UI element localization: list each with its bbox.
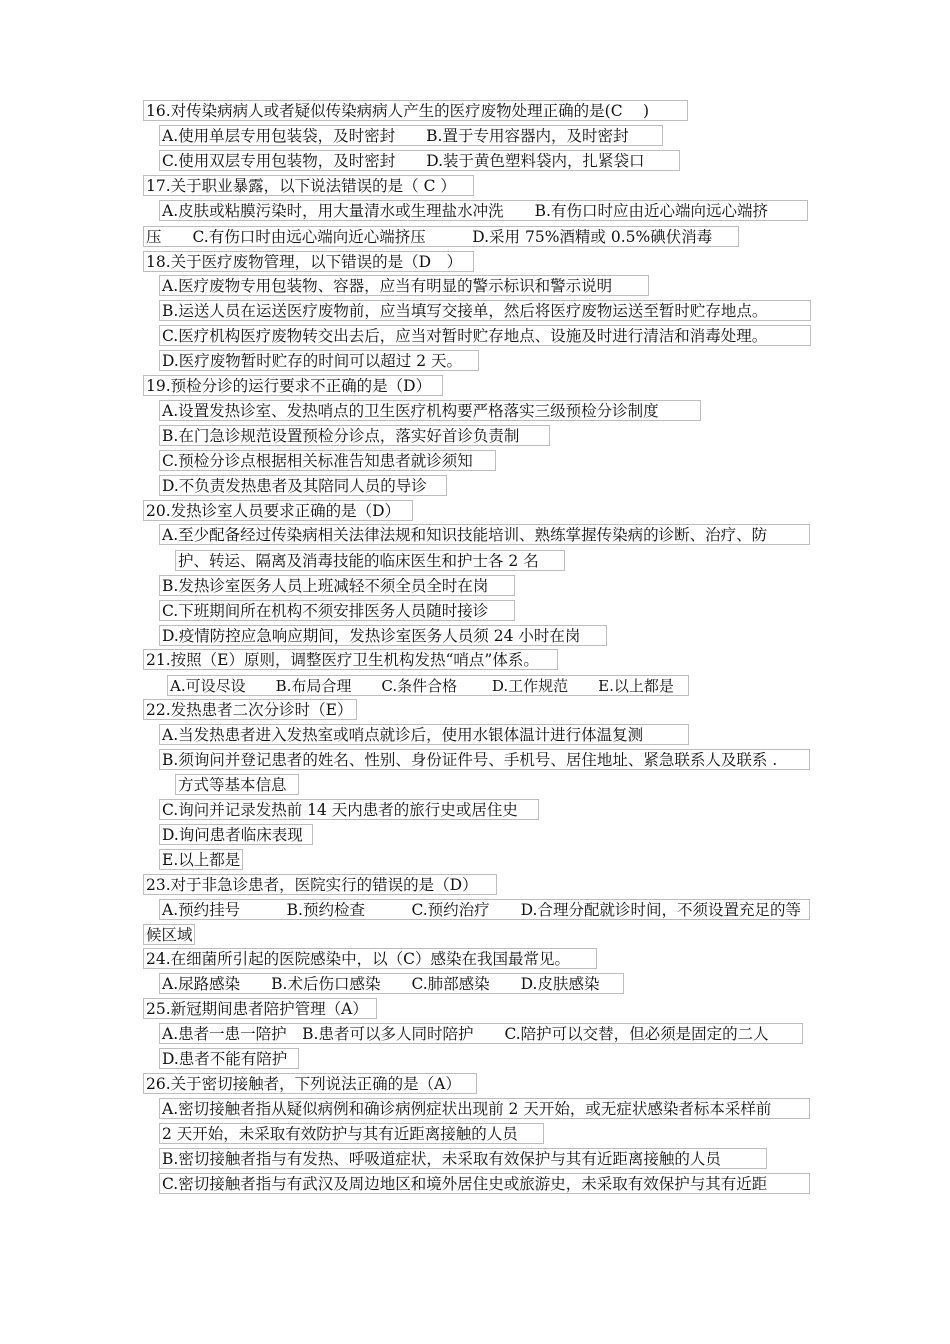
options-16-cd: C.使用双层专用包装物，及时密封 D.装于黄色塑料袋内，扎紧袋口 bbox=[159, 150, 680, 171]
question-24: 24.在细菌所引起的医院感染中，以（C）感染在我国最常见。 bbox=[143, 948, 597, 969]
options-24: A.尿路感染 B.术后伤口感染 C.肺部感染 D.皮肤感染 bbox=[159, 973, 624, 994]
option-22-b-cont: 方式等基本信息 bbox=[175, 774, 299, 795]
question-20: 20.发热诊室人员要求正确的是（D） bbox=[143, 500, 413, 521]
options-17-ab: A.皮肤或粘膜污染时，用大量清水或生理盐水冲洗 B.有伤口时应由近心端向远心端挤 bbox=[159, 200, 808, 221]
option-22-d: D.询问患者临床表现 bbox=[159, 824, 313, 845]
option-19-c: C.预检分诊点根据相关标准告知患者就诊须知 bbox=[159, 450, 496, 471]
option-22-c: C.询问并记录发热前 14 天内患者的旅行史或居住史 bbox=[159, 799, 539, 820]
option-26-a: A.密切接触者指从疑似病例和确诊病例症状出现前 2 天开始，或无症状感染者标本采样前 bbox=[159, 1098, 810, 1119]
option-22-a: A.当发热患者进入发热室或哨点就诊后，使用水银体温计进行体温复测 bbox=[159, 724, 689, 745]
options-21: A.可设尽设 B.布局合理 C.条件合格 D.工作规范 E.以上都是 bbox=[167, 675, 689, 696]
option-26-c: C.密切接触者指与有武汉及周边地区和境外居住史或旅游史，未采取有效保护与其有近距 bbox=[159, 1173, 810, 1194]
option-25-d: D.患者不能有陪护 bbox=[159, 1048, 299, 1069]
option-22-b: B.须询问并登记患者的姓名、性别、身份证件号、手机号、居住地址、紧急联系人及联系 . bbox=[159, 749, 810, 770]
question-26: 26.关于密切接触者，下列说法正确的是（A） bbox=[143, 1073, 477, 1094]
option-18-a: A.医疗废物专用包装物、容器，应当有明显的警示标识和警示说明 bbox=[159, 275, 649, 296]
option-20-b: B.发热诊室医务人员上班减轻不须全员全时在岗 bbox=[159, 575, 515, 596]
options-23: A.预约挂号 B.预约检查 C.预约治疗 D.合理分配就诊时间，不须设置充足的等 bbox=[159, 899, 810, 920]
options-16-ab: A.使用单层专用包装袋，及时密封 B.置于专用容器内，及时密封 bbox=[159, 125, 663, 146]
question-17: 17.关于职业暴露，以下说法错误的是（ C ） bbox=[143, 175, 474, 196]
option-18-c: C.医疗机构医疗废物转交出去后，应当对暂时贮存地点、设施及时进行清洁和消毒处理。 bbox=[159, 325, 811, 346]
question-22: 22.发热患者二次分诊时（E） bbox=[143, 699, 357, 720]
option-19-d: D.不负责发热患者及其陪同人员的导诊 bbox=[159, 475, 447, 496]
options-17-cd: 压 C.有伤口时由远心端向近心端挤压 D.采用 75%酒精或 0.5%碘伏消毒 bbox=[143, 226, 739, 247]
option-19-a: A.设置发热诊室、发热哨点的卫生医疗机构要严格落实三级预检分诊制度 bbox=[159, 400, 701, 421]
option-20-c: C.下班期间所在机构不须安排医务人员随时接诊 bbox=[159, 600, 515, 621]
option-19-b: B.在门急诊规范设置预检分诊点，落实好首诊负责制 bbox=[159, 425, 550, 446]
question-16: 16.对传染病病人或者疑似传染病病人产生的医疗废物处理正确的是(C ) bbox=[143, 100, 688, 121]
question-25: 25.新冠期间患者陪护管理（A） bbox=[143, 998, 377, 1019]
option-26-b: B.密切接触者指与有发热、呼吸道症状，未采取有效保护与其有近距离接触的人员 bbox=[159, 1148, 767, 1169]
option-22-e: E.以上都是 bbox=[159, 849, 243, 870]
option-20-a-cont: 护、转运、隔离及消毒技能的临床医生和护士各 2 名 bbox=[175, 550, 565, 571]
question-18: 18.关于医疗废物管理，以下错误的是（D ） bbox=[143, 251, 474, 272]
option-20-a: A.至少配备经过传染病相关法律法规和知识技能培训、熟练掌握传染病的诊断、治疗、防 bbox=[159, 524, 810, 545]
options-25-abc: A.患者一患一陪护 B.患者可以多人同时陪护 C.陪护可以交替，但必须是固定的二人 bbox=[159, 1023, 803, 1044]
option-18-b: B.运送人员在运送医疗废物前，应当填写交接单，然后将医疗废物运送至暂时贮存地点。 bbox=[159, 300, 811, 321]
options-23-cont: 候区域 bbox=[143, 924, 195, 945]
option-18-d: D.医疗废物暂时贮存的时间可以超过 2 天。 bbox=[159, 350, 479, 371]
option-26-a-cont: 2 天开始，未采取有效防护与其有近距离接触的人员 bbox=[159, 1123, 544, 1144]
question-19: 19.预检分诊的运行要求不正确的是（D） bbox=[143, 375, 443, 396]
option-20-d: D.疫情防控应急响应期间，发热诊室医务人员须 24 小时在岗 bbox=[159, 625, 607, 646]
question-21: 21.按照（E）原则，调整医疗卫生机构发热“哨点”体系。 bbox=[143, 649, 558, 670]
question-23: 23.对于非急诊患者，医院实行的错误的是（D） bbox=[143, 874, 497, 895]
